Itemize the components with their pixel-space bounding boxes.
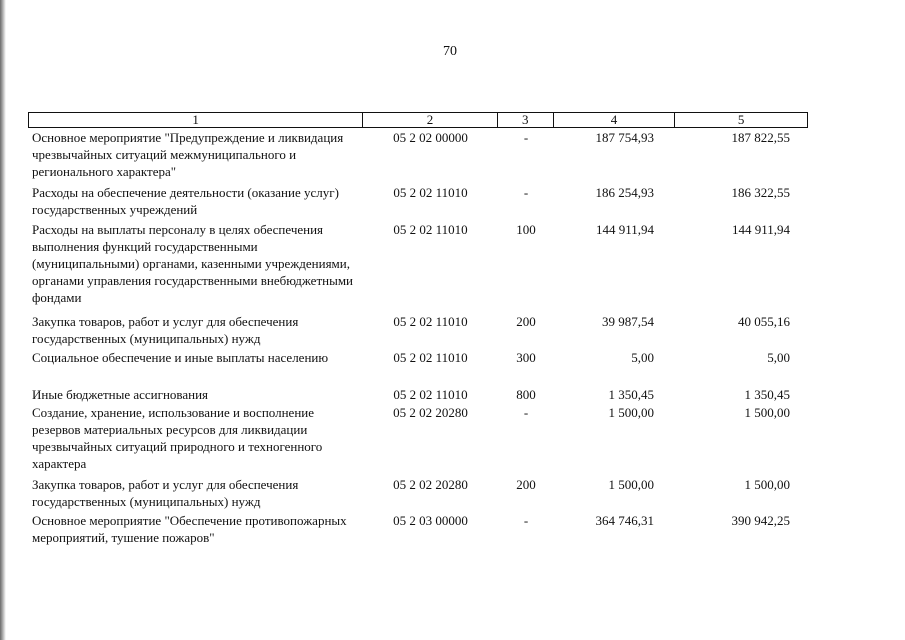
row-name: Закупка товаров, работ и услуг для обеспечения государственных (муниципальных) нужд — [32, 314, 299, 346]
row-name: Социальное обеспечение и иные выплаты населению — [32, 350, 329, 365]
row-value-5: 5,00 — [767, 350, 790, 365]
row-value-5: 186 322,55 — [731, 185, 790, 200]
row-type: 800 — [516, 387, 536, 402]
row-value-4: 364 746,31 — [595, 513, 654, 528]
table-row — [28, 129, 808, 184]
row-value-5: 1 350,45 — [744, 387, 790, 402]
row-value-4: 1 500,00 — [608, 405, 654, 420]
row-type: 200 — [516, 477, 536, 492]
table-row — [28, 184, 808, 221]
row-code: 05 2 02 11010 — [393, 314, 468, 329]
page-number: 70 — [443, 44, 457, 59]
table-row — [28, 404, 808, 476]
row-name: Расходы на обеспечение деятельности (оказание услуг) государственных учреждений — [32, 185, 339, 217]
row-value-4: 144 911,94 — [595, 222, 654, 237]
row-code: 05 2 02 11010 — [393, 185, 468, 200]
row-name: Основное мероприятие "Обеспечение противопожарных мероприятий, тушение пожаров" — [32, 513, 347, 545]
row-value-5: 1 500,00 — [744, 405, 790, 420]
row-type: - — [523, 513, 529, 528]
row-code: 05 2 03 00000 — [393, 513, 468, 528]
row-value-5: 390 942,25 — [731, 513, 790, 528]
row-value-4: 1 350,45 — [608, 387, 654, 402]
scan-left-edge — [0, 0, 6, 640]
table-row — [28, 221, 808, 313]
table-body — [28, 129, 808, 548]
row-value-4: 5,00 — [631, 350, 654, 365]
row-type: - — [523, 130, 529, 145]
row-name: Создание, хранение, использование и восполнение резервов материальных ресурсов для ликвидации чрезвычайных ситуаций природного и техногенного характера — [32, 405, 323, 471]
row-name: Основное мероприятие "Предупреждение и ликвидация чрезвычайных ситуаций межмуниципального и регионального характера" — [32, 130, 344, 179]
row-code: 05 2 02 11010 — [393, 387, 468, 402]
header-col-3: 3 — [498, 113, 554, 127]
row-value-5: 144 911,94 — [731, 222, 790, 237]
row-code: 05 2 02 20280 — [393, 477, 468, 492]
row-name: Закупка товаров, работ и услуг для обеспечения государственных (муниципальных) нужд — [32, 477, 299, 509]
row-value-4: 39 987,54 — [602, 314, 654, 329]
row-type: 200 — [516, 314, 536, 329]
table-row — [28, 313, 808, 349]
header-col-5: 5 — [737, 112, 745, 127]
header-col-1: 1 — [29, 113, 363, 127]
header-col-2: 2 — [363, 113, 498, 127]
row-code: 05 2 02 00000 — [393, 130, 468, 145]
header-col-4: 4 — [554, 113, 676, 127]
row-value-4: 187 754,93 — [595, 130, 654, 145]
table-row — [28, 349, 808, 386]
table-row — [28, 476, 808, 512]
row-name: Иные бюджетные ассигнования — [32, 387, 209, 402]
row-value-4: 1 500,00 — [608, 477, 654, 492]
row-type: - — [523, 185, 529, 200]
table-row — [28, 386, 808, 404]
row-code: 05 2 02 20280 — [393, 405, 468, 420]
row-code: 05 2 02 11010 — [393, 350, 468, 365]
row-value-5: 1 500,00 — [744, 477, 790, 492]
table-row — [28, 512, 808, 548]
row-value-5: 187 822,55 — [731, 130, 790, 145]
row-type: 100 — [516, 222, 536, 237]
row-value-5: 40 055,16 — [738, 314, 790, 329]
row-code: 05 2 02 11010 — [393, 222, 468, 237]
row-name: Расходы на выплаты персоналу в целях обеспечения выполнения функций государственными (муниципальными) органами, казенными учреждениями, органами управления государственными внебюджетными фондами — [32, 222, 354, 305]
row-type: - — [523, 405, 529, 420]
row-type: 300 — [516, 350, 536, 365]
row-value-4: 186 254,93 — [595, 185, 654, 200]
table-header-row — [28, 112, 808, 128]
